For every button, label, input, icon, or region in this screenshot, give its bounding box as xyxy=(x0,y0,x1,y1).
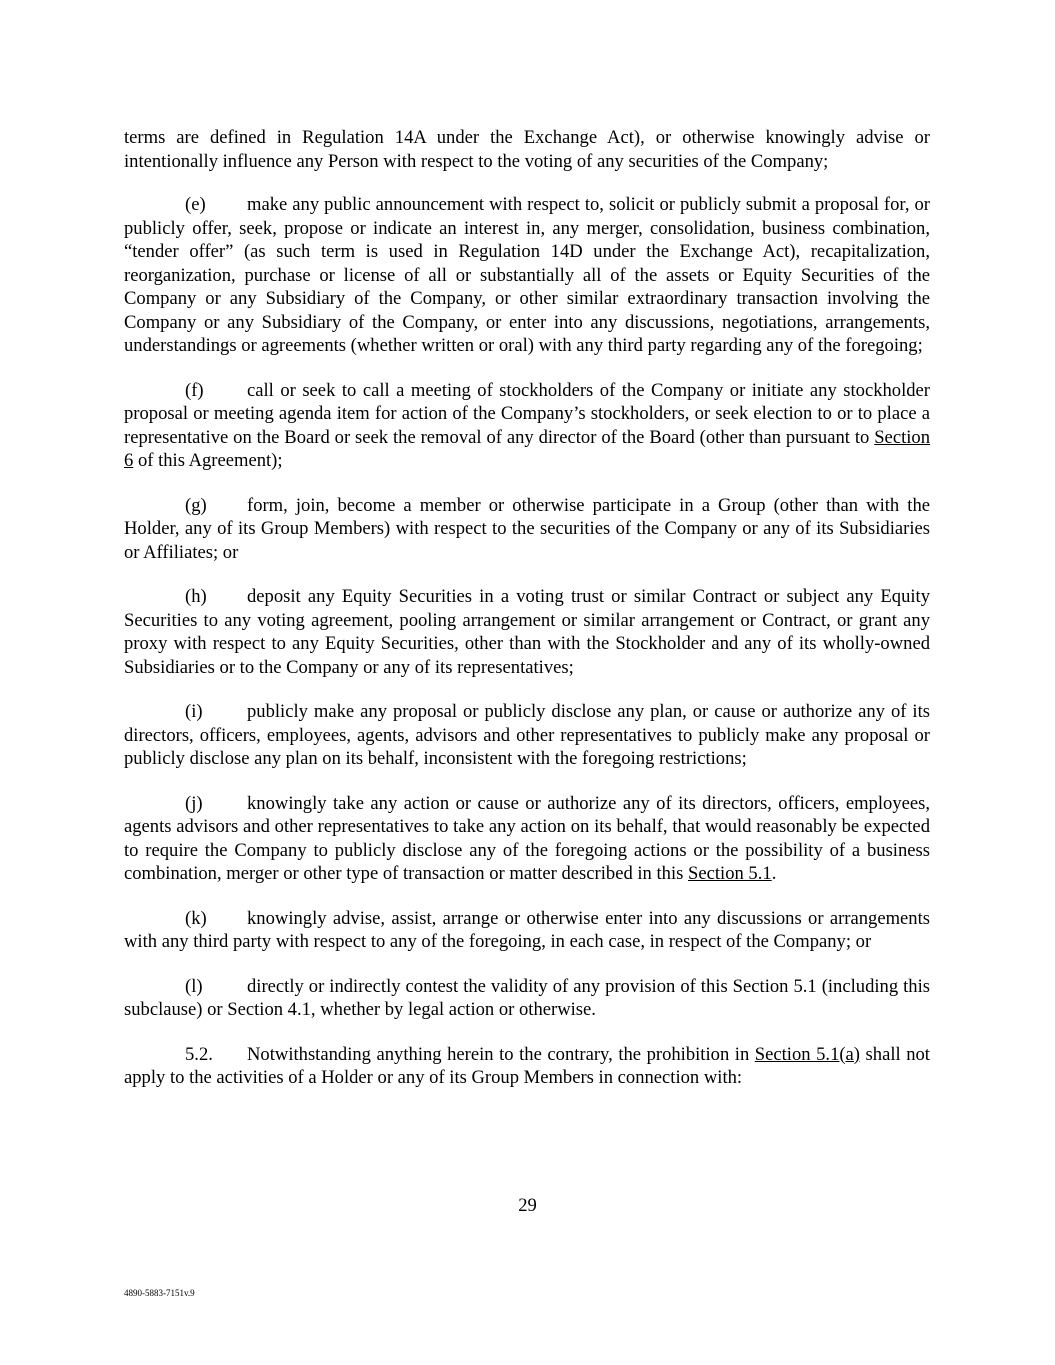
document-id: 4890-5883-7151v.9 xyxy=(124,1288,195,1298)
clause-text: directly or indirectly contest the validity of any provision of this Section 5.1 (including this subclause) or Section 4.1, whether by legal action or otherwise. xyxy=(124,975,930,1020)
clause-marker: (k) xyxy=(185,907,207,929)
clause-text: knowingly advise, assist, arrange or otherwise enter into any discussions or arrangements with any third party with respect to any of the foregoing, in each case, in respect of the Company; or xyxy=(124,907,930,952)
section-marker: 5.2. xyxy=(185,1043,213,1065)
clause-k xyxy=(124,907,930,954)
clause-marker: (g) xyxy=(185,494,207,516)
clause-l xyxy=(124,975,930,1022)
clause-text: deposit any Equity Securities in a voting trust or similar Contract or subject any Equity Securities to any voting agreement, pooling arrangement or similar arrangement or Contract, or grant any proxy with respect to any Equity Securities, other than with the Stockholder and any of its wholly-owned Subsidiaries or to the Company or any of its representatives; xyxy=(124,586,930,678)
clause-marker: (i) xyxy=(185,701,203,722)
clause-text: publicly make any proposal or publicly disclose any plan, or cause or authorize any of its directors, officers, employees, agents, advisors and other representatives to publicly make any proposal or publicly disclose any plan on its behalf, inconsistent with the foregoing restrictions; xyxy=(124,701,930,769)
clause-h xyxy=(124,585,930,679)
document-body xyxy=(124,126,930,1111)
clause-text-end: of this Agreement); xyxy=(133,450,283,471)
intro-paragraph: terms are defined in Regulation 14A under the Exchange Act), or otherwise knowingly advise or intentionally influence any Person with respect to the voting of any securities of the Company; xyxy=(124,127,930,172)
clause-marker: (h) xyxy=(185,586,207,607)
section-5-1-link[interactable]: Section 5.1 xyxy=(688,863,772,884)
clause-i xyxy=(124,700,930,771)
clause-marker: (e) xyxy=(185,194,206,215)
clause-e xyxy=(124,193,930,358)
clause-text-end: . xyxy=(771,863,777,884)
clause-j xyxy=(124,792,930,886)
section-5-1-a-link[interactable]: Section 5.1(a) xyxy=(754,1043,860,1065)
section-text: Notwithstanding anything herein to the contrary, the prohibition in xyxy=(247,1043,755,1065)
clause-marker: (j) xyxy=(185,792,203,814)
clause-text: call or seek to call a meeting of stockholders of the Company or initiate any stockholder proposal or meeting agenda item for action of the Company’s stockholders, or seek election to or to place a representative on the Board or seek the removal of any director of the Board (other than pursuant to xyxy=(124,379,930,448)
section-text-end: shall not apply to the activities of a Holder or any of its Group Members in connection with: xyxy=(124,1043,930,1088)
page-number: 29 xyxy=(518,1195,537,1216)
clause-g xyxy=(124,494,930,565)
clause-f xyxy=(124,379,930,473)
clause-text: make any public announcement with respect to, solicit or publicly submit a proposal for, or publicly offer, seek, propose or indicate an interest in, any merger, consolidation, business combination, “tender offer” (as such term is used in Regulation 14D under the Exchange Act), recapitalization, reorganization, purchase or license of all or substantially all of the assets or Equity Securities of the Company or any Subsidiary of the Company, or other similar extraordinary transaction involving the Company or any Subsidiary of the Company, or enter into any discussions, negotiations, arrangements, understandings or agreements (whether written or oral) with any third party regarding any of the foregoing; xyxy=(124,194,930,356)
section-6-link[interactable]: Section 6 xyxy=(124,426,930,471)
clause-marker: (f) xyxy=(185,379,204,401)
clause-text: form, join, become a member or otherwise participate in a Group (other than with the Holder, any of its Group Members) with respect to the securities of the Company or any of its Subsidiaries or Affiliates; or xyxy=(124,494,930,563)
clause-marker: (l) xyxy=(185,975,203,997)
clause-text: knowingly take any action or cause or authorize any of its directors, officers, employees, agents advisors and other representatives to take any action on its behalf, that would reasonably be expected to require the Company to publicly disclose any of the foregoing actions or the possibility of a business combination, merger or other type of transaction or matter described in this xyxy=(124,792,930,884)
section-5-2 xyxy=(124,1043,930,1090)
